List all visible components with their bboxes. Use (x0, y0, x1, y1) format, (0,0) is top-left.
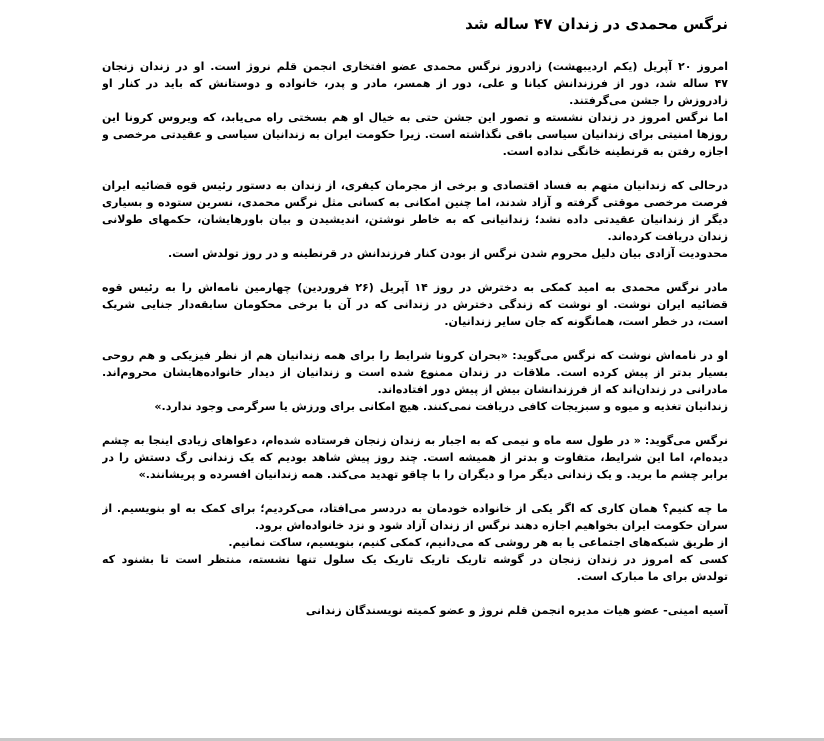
paragraph-5 (102, 432, 728, 483)
paragraph-line: امروز ۲۰ آپریل (یکم اردیبهشت) زادروز نرگس محمدی عضو افتخاری انجمن قلم نروژ است. او در زندان زنجان (102, 60, 728, 73)
paragraph-line: دیده‌ام، اما این شرایط، متفاوت و بدتر از همیشه است. چند روز پیش شاهد بودیم که یک زندانی رگ دستش را در (102, 451, 728, 464)
paragraph-line: محدودیت آزادی بیان دلیل محروم شدن نرگس از بودن کنار فرزندانش در قرنطینه و در روز تولدش است. (167, 247, 728, 260)
paragraph-line: ۴۷ ساله شد، دور از فرزندانش کیانا و علی، دور از همسر، مادر و پدر، خانواده و دوستانش که باید در کنار او (102, 77, 728, 90)
paragraph-line: درحالی که زندانیان متهم به فساد اقتصادی و برخی از مجرمان کیفری، از زندان به دستور رئیس قوه قضائیه ایران (102, 179, 728, 192)
paragraph-2 (102, 177, 728, 262)
paragraph-line: است، در خطر است، همانگونه که جان سایر زندانیان. (444, 315, 728, 328)
paragraph-line: برابر چشم ما برید. و یک زندانی دیگر مرا و دیگران را با چاقو تهدید می‌کند. همه زندانیان افسرده و پریشانند.» (138, 468, 728, 481)
paragraph-3 (102, 279, 728, 330)
paragraph-line: اما نرگس امروز در زندان نشسته و تصور این جشن حتی به خیال او هم بسختی راه می‌یابد، که ویروس کرونا این (102, 111, 728, 124)
paragraph-line: مادرانی در زندان‌اند که از فرزندانشان بیش از پیش دور افتاده‌اند. (377, 383, 728, 396)
paragraph-line: نرگس می‌گوید: « در طول سه ماه و نیمی که به اجبار به زندان زنجان فرستاده شده‌ام، دعواهای زیادی اینجا به چشم (102, 434, 728, 447)
paragraph-line: زندانیان تغذیه و میوه و سبزیجات کافی دریافت نمی‌کنند. هیچ امکانی برای ورزش یا سرگرمی وجود ندارد.» (154, 400, 728, 413)
author-signature: آسیه امینی- عضو هیات مدیره انجمن قلم نروژ و عضو کمیته نویسندگان زندانی (305, 604, 728, 617)
paragraph-line: تولدش برای ما مبارک است. (576, 570, 728, 583)
paragraph-line: او در نامه‌اش نوشت که نرگس می‌گوید: «بحران کرونا شرایط را برای همه زندانیان هم از نظر فیزیکی و هم روحی (102, 349, 728, 362)
paragraph-1 (102, 58, 728, 160)
paragraph-line: ما چه کنیم؟ همان کاری که اگر یکی از خانواده خودمان به دردسر می‌افتاد، می‌کردیم؛ برای کمک به او بنویسیم. از (102, 502, 728, 515)
paragraph-6 (102, 500, 728, 585)
article-body (102, 58, 728, 619)
paragraph-line: زندان دریافت کرده‌اند. (607, 230, 728, 243)
paragraph-line: روزها امنیتی برای زندانیان سیاسی باقی نگذاشته است. زیرا حکومت ایران به زندانیان سیاسی و عقیدتی مرخصی و (102, 128, 728, 141)
paragraph-line: از طریق شبکه‌های اجتماعی یا به هر روشی که می‌دانیم، کمکی کنیم، بنویسیم، ساکت نمانیم. (228, 536, 728, 549)
paragraph-line: کسی که امروز در زندان زنجان در گوشه تاریک تاریک تاریک یک سلول تنها نشسته، منتظر است تا بشنود که (102, 553, 728, 566)
paragraph-line: زادروزش را جشن می‌گرفتند. (569, 94, 728, 107)
paragraph-line: قضائیه ایران نوشت. او نوشت که زندگی دخترش در زندانی که در آن با برخی محکومان سابقه‌دار جنایی شریک (102, 298, 728, 311)
paragraph-line: اجازه رفتن به قرنطینه خانگی نداده است. (502, 145, 728, 158)
article-title: نرگس محمدی در زندان ۴۷ ساله شد (465, 15, 728, 33)
paragraph-line: بسیار بدتر از پیش کرده است. ملاقات در زندان ممنوع شده است و زندانیان از دیدار خانواده‌هایشان محروم‌اند. (102, 366, 728, 379)
paragraph-line: سران حکومت ایران بخواهیم اجازه دهند نرگس از زندان آزاد شود و نزد خانواده‌اش برود. (254, 519, 728, 532)
paragraph-line: دیگر از زندانیان عقیدتی داده نشد؛ زندانیانی که به خاطر نوشتن، اندیشیدن و بیان باورهایشان، حکمهای طولانی (102, 213, 728, 226)
paragraph-line: فرصت مرخصی موقتی گرفته و آزاد شدند، اما چنین امکانی به کسانی مثل نرگس محمدی، نسرین ستوده و بسیاری (102, 196, 728, 209)
paragraph-line: مادر نرگس محمدی به امید کمکی به دخترش در روز ۱۴ آپریل (۲۶ فروردین) چهارمین نامه‌اش را به رئیس قوه (102, 281, 728, 294)
paragraph-4 (102, 347, 728, 415)
